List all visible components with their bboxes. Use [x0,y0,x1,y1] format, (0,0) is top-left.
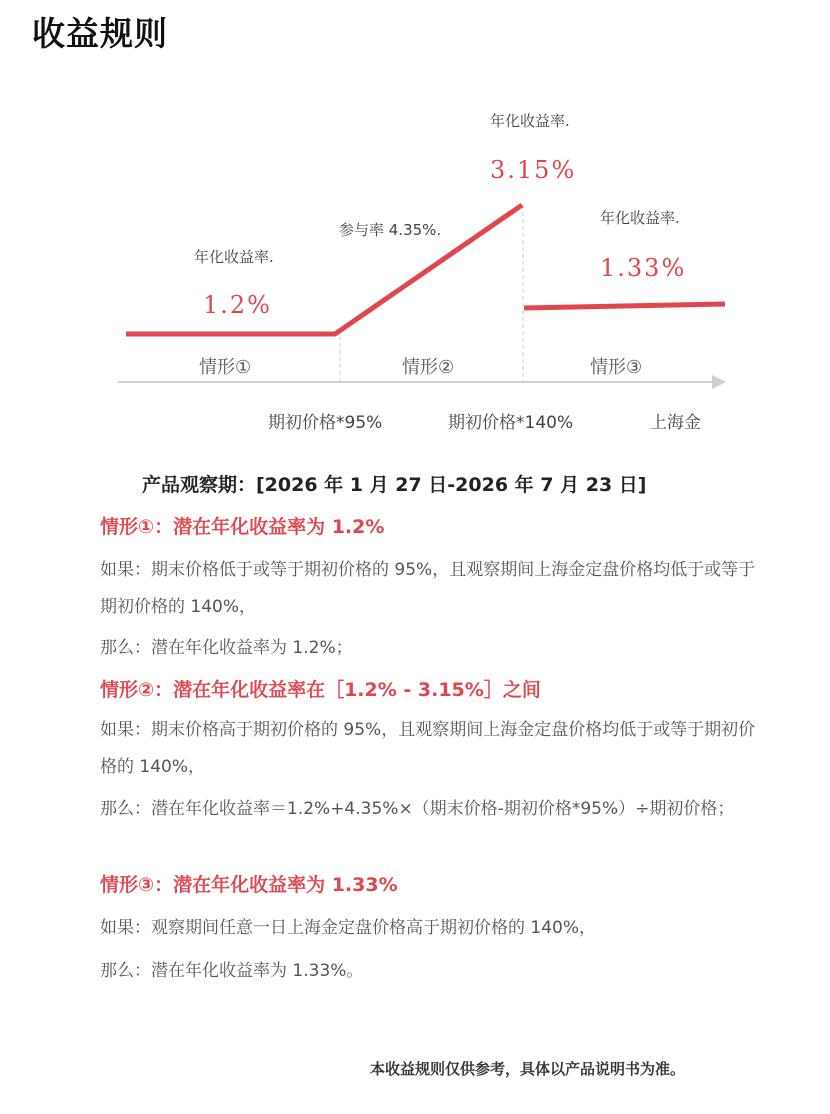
case1-label: 情形① [199,357,252,378]
case3-if: 如果：观察期间任意一日上海金定盘价格高于期初价格的 140%， [100,918,597,938]
case1-then: 那么：潜在年化收益率为 1.2%； [100,638,353,658]
case3-then: 那么：潜在年化收益率为 1.33%。 [100,961,364,981]
rate2-value: 3.15% [490,156,577,184]
observation-period: 产品观察期：[2026 年 1 月 27 日-2026 年 7 月 23 日] [142,474,647,496]
x-axis-label: 上海金 [650,413,701,433]
case1-heading: 情形①：潜在年化收益率为 1.2% [100,516,385,538]
case3-heading: 情形③：潜在年化收益率为 1.33% [100,874,398,896]
x-axis-arrow [712,375,726,389]
payoff-line-case3 [524,304,725,308]
payoff-line-case1-case2 [126,205,522,334]
rate2-label: 年化收益率. [490,112,570,130]
rate3-value: 1.33% [600,254,687,282]
footer-note: 本收益规则仅供参考，具体以产品说明书为准。 [370,1060,686,1078]
case3-label: 情形③ [590,357,643,378]
case2-if: 如果：期末价格高于期初价格的 95%，且观察期间上海金定盘价格均低于或等于期初价格的 140%， [100,720,756,777]
case2-label: 情形② [402,357,455,378]
x-tick-95: 期初价格*95% [268,413,383,433]
rate1-label: 年化收益率. [194,248,274,266]
case2-then: 那么：潜在年化收益率＝1.2%+4.35%×（期末价格-期初价格*95%）÷期初价格； [100,799,735,819]
case2-heading: 情形②：潜在年化收益率在［1.2% - 3.15%］之间 [100,679,541,701]
rate1-value: 1.2% [203,291,272,319]
participation-label: 参与率 4.35%. [339,221,442,239]
page-title: 收益规则 [32,14,168,53]
case1-if: 如果：期末价格低于或等于期初价格的 95%，且观察期间上海金定盘价格均低于或等于期初价格的 140%， [100,560,756,617]
x-tick-140: 期初价格*140% [448,413,574,433]
rate3-label: 年化收益率. [600,209,680,227]
